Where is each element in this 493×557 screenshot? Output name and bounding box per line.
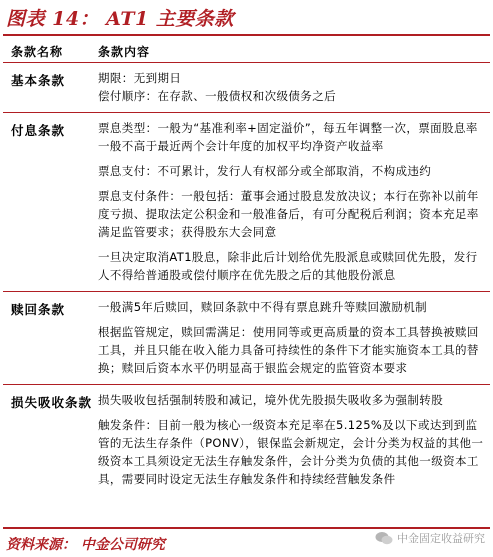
table-row xyxy=(3,113,490,292)
bottom-rule xyxy=(3,527,490,529)
row-text: 一旦决定取消AT1股息，除非此后计划给优先股派息或赎回优先股，发行人不得给普通股或偿付顺序在优先股之后的其他股份派息 xyxy=(98,250,478,282)
table-header xyxy=(3,38,490,63)
row-text: 期限：无到期日 偿付顺序：在存款、一般债权和次级债务之后 xyxy=(98,71,336,103)
row-text: 票息类型：一般为“基准利率+固定溢价”，每五年调整一次，票面股息率一般不高于最近两个会计年度的加权平均净资产收益率 xyxy=(98,121,478,153)
row-name: 赎回条款 xyxy=(11,302,66,317)
row-name: 付息条款 xyxy=(11,123,66,138)
row-text: 损失吸收包括强制转股和减记，境外优先股损失吸收多为强制转股 xyxy=(98,393,444,407)
row-text: 票息支付条件：一般包括：董事会通过股息发放决议；本行在弥补以前年度亏损、提取法定公积金和一般准备后，有可分配税后利润；资本充足率满足监管要求；获得股东大会同意 xyxy=(98,189,479,239)
watermark-text: 中金固定收益研究 xyxy=(397,532,485,545)
row-name: 损失吸收条款 xyxy=(11,395,93,410)
row-text: 票息支付：不可累计，发行人有权部分或全部取消，不构成违约 xyxy=(98,164,432,178)
row-text: 根据监管规定，赎回需满足：使用同等或更高质量的资本工具替换被赎回工具，并且只能在收入能力具备可持续性的条件下才能实施资本工具的替换；赎回后资本水平仍明显高于银监会规定的监管资本要求 xyxy=(98,325,479,375)
table-row xyxy=(3,63,490,113)
figure-title: 图表 14： AT1 主要条款 xyxy=(6,8,234,30)
header-col-content: 条款内容 xyxy=(98,44,151,59)
header-col-name: 条款名称 xyxy=(11,44,64,59)
row-text: 一般满5年后赎回，赎回条款中不得有票息跳升等赎回激励机制 xyxy=(98,300,428,314)
row-name: 基本条款 xyxy=(11,73,66,88)
source-note: 资料来源： 中金公司研究 xyxy=(6,537,165,553)
wechat-icon xyxy=(375,531,393,545)
terms-table xyxy=(3,38,490,495)
table-row xyxy=(3,385,490,495)
watermark xyxy=(375,530,485,546)
top-rule xyxy=(3,34,490,36)
table-row xyxy=(3,292,490,385)
row-text: 触发条件：目前一般为核心一级资本充足率在5.125%及以下或达到到监管的无法生存条件（PONV），银保监会新规定，会计分类为权益的其他一级资本工具须设定无法生存触发条件，会计分类为负债的其他一级资本工具，需要同时设定无法生存触发条件和持续经营触发条件 xyxy=(98,418,484,486)
